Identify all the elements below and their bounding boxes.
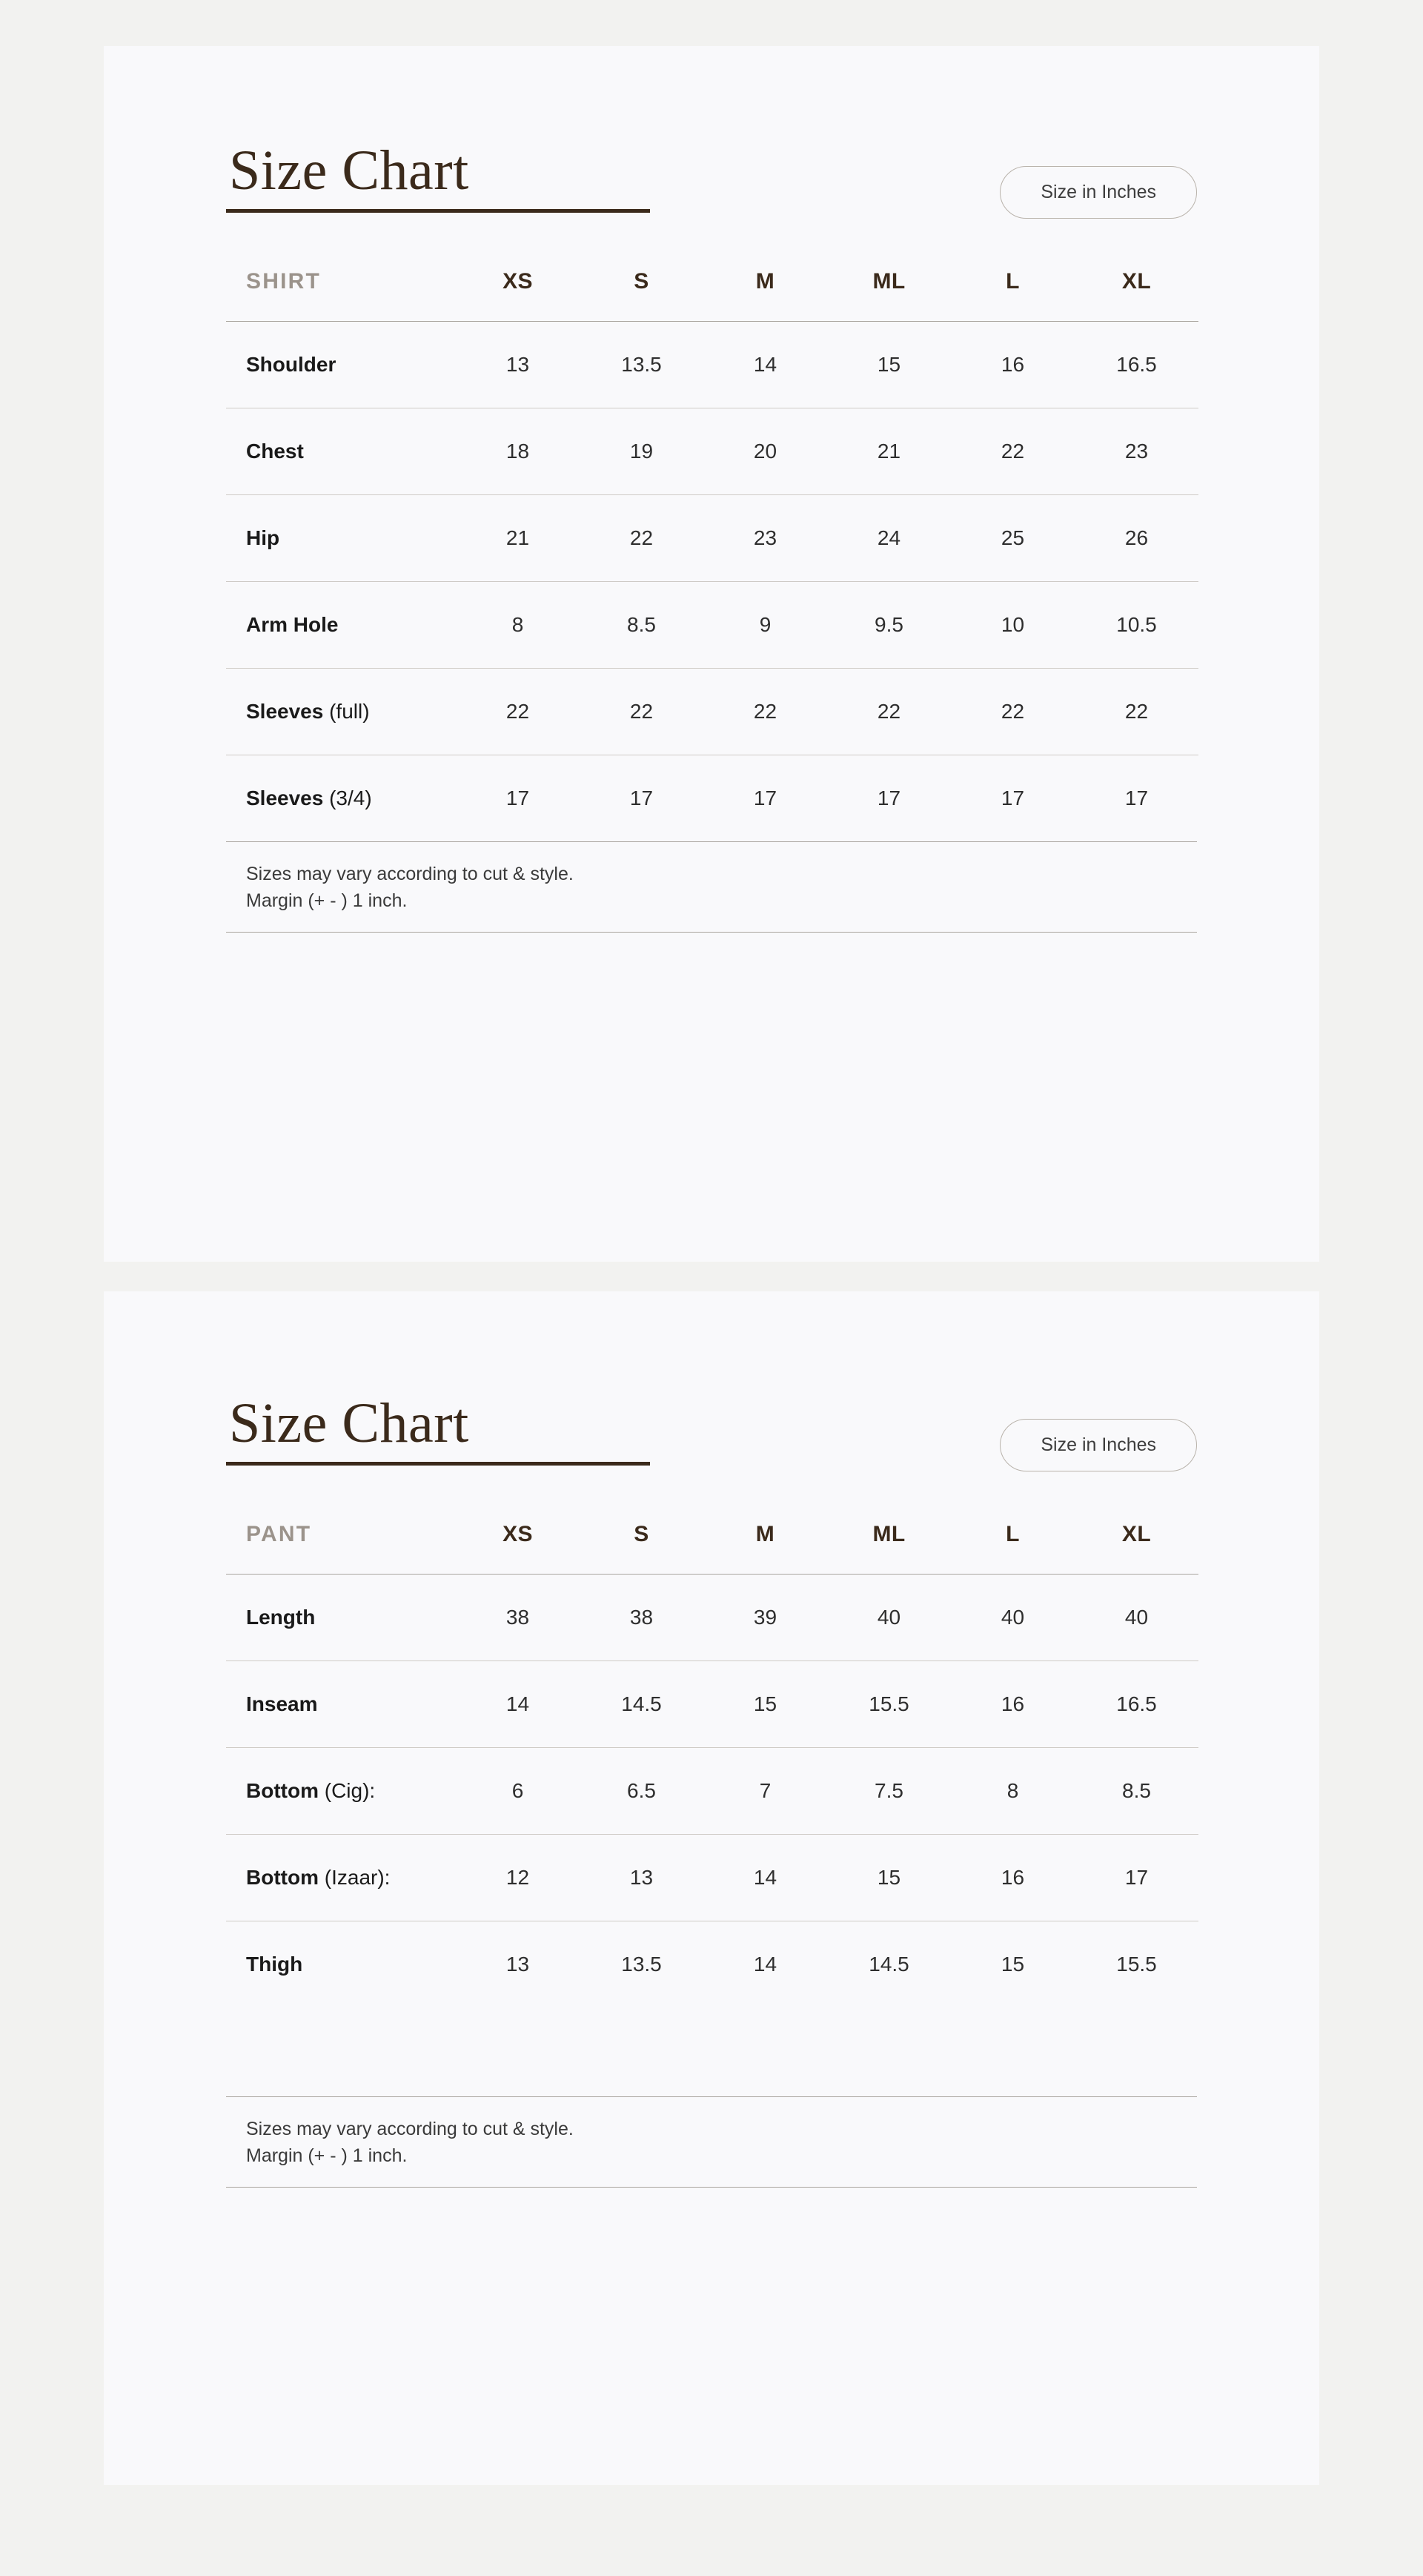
cell-value: 22: [1001, 440, 1025, 463]
row-label-sub: (Izaar):: [318, 1866, 391, 1889]
column-header-xs: XS: [502, 269, 533, 294]
cell-value: 40: [877, 1606, 901, 1629]
cell-value: 8: [1006, 1779, 1019, 1802]
cell-value: 16.5: [1116, 353, 1157, 376]
cell-value: 23: [753, 526, 777, 549]
cell-value: 7.5: [875, 1779, 903, 1802]
shirt-chart-header: [226, 46, 1197, 219]
column-header-m: M: [755, 269, 775, 294]
note-line: Sizes may vary according to cut & style.: [246, 2119, 574, 2139]
row-label-text: Hip: [246, 526, 280, 549]
row-label-text: Length: [246, 1606, 316, 1629]
cell-value: 16.5: [1116, 1692, 1157, 1715]
row-label-text: Sleeves: [246, 700, 324, 723]
cell-value: 22: [629, 700, 654, 723]
row-label-text: Inseam: [246, 1692, 318, 1715]
cell-value: 22: [1001, 700, 1025, 723]
cell-value: 22: [505, 700, 530, 723]
column-header-s: S: [634, 269, 649, 294]
row-label-inseam: [226, 1661, 456, 1748]
table-row: [226, 582, 1198, 669]
column-header-xl: XL: [1121, 269, 1152, 294]
cell-value: 25: [1001, 526, 1025, 549]
shirt-table-header-row: [226, 269, 1198, 322]
pant-title-wrap: [226, 1392, 650, 1466]
row-label-hip: [226, 495, 456, 582]
table-row: [226, 322, 1198, 408]
cell-value: 22: [1124, 700, 1149, 723]
cell-value: 17: [877, 787, 901, 809]
cell-value: 10.5: [1116, 613, 1157, 636]
cell-value: 22: [877, 700, 901, 723]
cell-value: 14: [753, 1866, 777, 1889]
pant-size-chart-card: [104, 1291, 1319, 2485]
cell-value: 12: [505, 1866, 530, 1889]
table-row: [226, 408, 1198, 495]
cell-value: 14: [753, 353, 777, 376]
cell-value: 38: [505, 1606, 530, 1629]
table-row: [226, 1921, 1198, 2008]
row-label-text: Thigh: [246, 1953, 303, 1976]
column-header-xs: XS: [502, 1522, 533, 1546]
cell-value: 26: [1124, 526, 1149, 549]
shirt-size-chart-card: [104, 46, 1319, 1262]
table-row: [226, 1835, 1198, 1921]
column-header-m: M: [755, 1522, 775, 1546]
cell-value: 6: [511, 1779, 524, 1802]
cell-value: 9: [759, 613, 772, 636]
note-line: Margin (+ - ) 1 inch.: [246, 2145, 408, 2166]
pant-size-table: [226, 1522, 1198, 2007]
cell-value: 22: [753, 700, 777, 723]
shirt-title-wrap: [226, 139, 650, 213]
note-line: Sizes may vary according to cut & style.: [246, 864, 574, 884]
column-header-ml: ML: [872, 1522, 906, 1546]
column-header-xl: XL: [1121, 1522, 1152, 1546]
row-label-length: [226, 1575, 456, 1661]
cell-value: 17: [1001, 787, 1025, 809]
unit-badge-shirt[interactable]: Size in Inches: [1000, 166, 1197, 219]
cell-value: 17: [1124, 1866, 1149, 1889]
table-row: [226, 1748, 1198, 1835]
column-header-ml: ML: [872, 269, 906, 294]
row-label-text: Bottom: [246, 1866, 319, 1889]
category-label-shirt: SHIRT: [246, 269, 321, 294]
shirt-size-table: [226, 269, 1198, 841]
row-label-chest: [226, 408, 456, 495]
cell-value: 13.5: [621, 353, 662, 376]
row-label-text: Sleeves: [246, 787, 324, 809]
table-row: [226, 1575, 1198, 1661]
pant-table-header-row: [226, 1522, 1198, 1575]
cell-value: 13: [629, 1866, 654, 1889]
cell-value: 38: [629, 1606, 654, 1629]
row-label-arm-hole: [226, 582, 456, 669]
cell-value: 40: [1001, 1606, 1025, 1629]
table-row: [226, 1661, 1198, 1748]
cell-value: 22: [629, 526, 654, 549]
cell-value: 21: [505, 526, 530, 549]
cell-value: 15.5: [1116, 1953, 1157, 1976]
note-line: Margin (+ - ) 1 inch.: [246, 890, 408, 911]
cell-value: 14.5: [621, 1692, 662, 1715]
cell-value: 24: [877, 526, 901, 549]
cell-value: 7: [759, 1779, 772, 1802]
row-label-text: Chest: [246, 440, 304, 463]
pant-note-block: [226, 2096, 1197, 2188]
table-row: [226, 755, 1198, 842]
title-underline: [226, 1462, 650, 1466]
row-label-text: Shoulder: [246, 353, 336, 376]
cell-value: 13: [505, 353, 530, 376]
cell-value: 15: [1001, 1953, 1025, 1976]
cell-value: 14: [753, 1953, 777, 1976]
row-label-bottom-cig: [226, 1748, 456, 1835]
cell-value: 23: [1124, 440, 1149, 463]
cell-value: 40: [1124, 1606, 1149, 1629]
row-label-bottom-izaar: [226, 1835, 456, 1921]
row-label-sleeves-full: [226, 669, 456, 755]
column-header-l: L: [1006, 269, 1020, 294]
cell-value: 15.5: [869, 1692, 909, 1715]
cell-value: 18: [505, 440, 530, 463]
unit-badge-pant[interactable]: Size in Inches: [1000, 1419, 1197, 1471]
cell-value: 10: [1001, 613, 1025, 636]
cell-value: 17: [505, 787, 530, 809]
cell-value: 17: [629, 787, 654, 809]
cell-value: 39: [753, 1606, 777, 1629]
column-header-s: S: [634, 1522, 649, 1546]
shirt-note-block: [226, 841, 1197, 933]
size-chart-page: [0, 46, 1423, 2576]
cell-value: 6.5: [627, 1779, 656, 1802]
column-header-l: L: [1006, 1522, 1020, 1546]
page-title: Size Chart: [229, 1392, 469, 1454]
cell-value: 21: [877, 440, 901, 463]
cell-value: 15: [753, 1692, 777, 1715]
title-underline: [226, 209, 650, 213]
pant-chart-header: [226, 1291, 1197, 1471]
row-label-shoulder: [226, 322, 456, 408]
cell-value: 8.5: [1122, 1779, 1151, 1802]
row-label-text: Arm Hole: [246, 613, 339, 636]
row-label-text: Bottom: [246, 1779, 319, 1802]
cell-value: 8: [511, 613, 524, 636]
cell-value: 20: [753, 440, 777, 463]
cell-value: 15: [877, 353, 901, 376]
cell-value: 19: [629, 440, 654, 463]
cell-value: 13.5: [621, 1953, 662, 1976]
cell-value: 16: [1001, 1866, 1025, 1889]
cell-value: 17: [1124, 787, 1149, 809]
cell-value: 14: [505, 1692, 530, 1715]
row-label-thigh: [226, 1921, 456, 2008]
row-label-sub: (full): [323, 700, 370, 723]
cell-value: 16: [1001, 353, 1025, 376]
table-row: [226, 669, 1198, 755]
cell-value: 9.5: [875, 613, 903, 636]
page-title: Size Chart: [229, 139, 469, 202]
cell-value: 8.5: [627, 613, 656, 636]
cell-value: 17: [753, 787, 777, 809]
cell-value: 15: [877, 1866, 901, 1889]
row-label-sub: (3/4): [323, 787, 372, 809]
table-row: [226, 495, 1198, 582]
row-label-sub: (Cig):: [318, 1779, 376, 1802]
row-label-sleeves-three-quarter: [226, 755, 456, 842]
cell-value: 14.5: [869, 1953, 909, 1976]
cell-value: 16: [1001, 1692, 1025, 1715]
category-label-pant: PANT: [246, 1522, 312, 1546]
cell-value: 13: [505, 1953, 530, 1976]
